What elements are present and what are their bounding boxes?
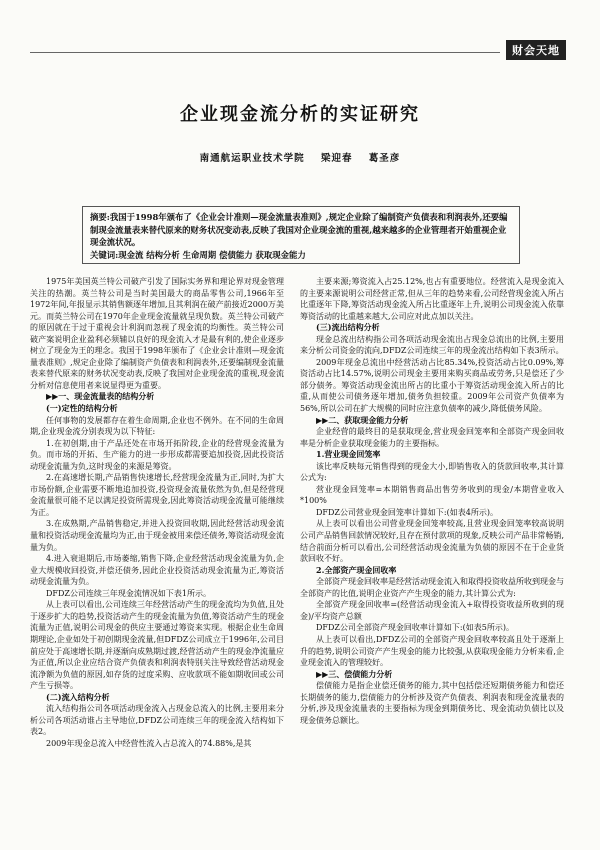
- paragraph: DFDZ公司连续三年现金流情况如下表1所示。: [46, 588, 212, 598]
- paragraph: 全部资产现金回收率是经营活动现金流入和取得投资收益所收到现金与全部资产的比值,说明企业资产产生现金的能力,其计算公式为:: [300, 577, 564, 598]
- left-column: [30, 276, 284, 749]
- paragraph: 4.进入衰退期后,市场萎缩,销售下降,企业经营活动现金流量为负,企业大规模收回投资,并偿还债务,因此企业投资活动现金流量为正,筹资活动现金流量为负。: [30, 554, 284, 587]
- article-title: 企业现金流分析的实证研究: [180, 104, 420, 125]
- paragraph: 从上表可以看出公司营业现金回笼率较高,且营业现金回笼率较高说明公司产品销售回款情况较好,且存在预付款项的现象,反映公司产品非常畅销,结合前面分析可以看出,公司经营活动现金流量为负债的原因不在于企业货款回收不好。: [300, 519, 564, 564]
- subsection-heading: (三)流出结构分析: [316, 322, 380, 333]
- subsection-heading: (一)定性的结构分析: [46, 403, 118, 414]
- subsection-heading: 1.营业现金回笼率: [316, 449, 381, 460]
- section-heading: ▶▶三、偿债能力分析: [316, 668, 393, 679]
- right-column: [300, 276, 564, 726]
- paragraph: 2009年现金总流入中经营性流入占总流入的74.88%,是其: [46, 738, 252, 748]
- paragraph: DFDZ公司全部资产现金回收率计算如下:(如表5所示)。: [316, 623, 514, 633]
- paragraph: 从上表可以看出,公司连续三年经营活动产生的现金流均为负值,且处于逐步扩大的趋势,投资活动产生的现金流量为负值,筹资活动产生的现金流量为正值,说明公司现金的供应主要通过筹资来实现。根据企业生命周期理论,企业如处于初创期现金流量,但DFDZ公司成立于1996年,公司目前应处于高速增长期,并逐渐向成熟期过渡,经营活动产生的现金净流量应为正值,所以企业应结合资产负债表和利润表特别关注导致经营活动现金流净额为负值的原因,如存货的过度采购、应收款项不能如期收回或公司产生亏损等。: [30, 600, 284, 691]
- paragraph: 偿债能力是指企业偿还债务的能力,其中包括偿还短期债务能力和偿还长期债务的能力,偿债能力的分析涉及资产负债表、利润表和现金流量表的分析,涉及现金流量表的主要指标为现金到期债务比、现金流动负债比以及现金债务总额比。: [300, 681, 564, 725]
- paragraph: 1975年美国英兰特公司破产引发了国际实务界和理论界对现金管理关注的热潮。英兰特公司是当时美国最大的商品零售公司,1966年至1972年间,年报显示其销售额逐年增加,且其利润在破产前接近2000万美元。而英兰特公司在1970年企业现金流量就呈现负数。英兰特公司破产的原因就在于过于重视会计利润而忽视了现金流的均衡性。英兰特公司破产案说明企业盈利必须辅以良好的现金流入才是最有利的,使企业逐步树立了现金为王的理念。我国于1998年颁布了《企业会计准则—现金流量表准则》,规定企业除了编制资产负债表和利润表外,还要编制现金流量表来替代原来的财务状况变动表,反映了我国对企业现金流的重视,现金流分析对信息使用者来说显得更为重要。: [30, 277, 284, 390]
- paragraph: 企业经营的最终目的是获取现金,营业现金回笼率和全部资产现金回收率是分析企业获取现金能力的主要指标。: [300, 427, 564, 448]
- paragraph: 流入结构指公司各项活动现金流入占现金总流入的比例,主要用来分析公司各项活动谁占主导地位,DFDZ公司连续三年的现金流入结构如下表2。: [30, 704, 284, 737]
- paragraph: 现金总流出结构指公司各项活动现金流出占现金总流出的比例,主要用来分析公司资金的流向,DFDZ公司连续三年的现金流出结构如下表3所示。: [300, 334, 564, 356]
- paragraph: 任何事物的发展都存在着生命周期,企业也不例外。在不同的生命周期,企业现金流分别表现为以下特征:: [30, 415, 284, 437]
- byline: [0, 150, 600, 164]
- column-tag: 财会天地: [506, 40, 566, 60]
- paragraph: 2009年现金总流出中经营活动占比85.34%,投资活动占比0.09%,筹资活动占比14.57%,说明公司现金主要用来购买商品或劳务,只是偿还了少部分债务。筹资活动现金流出所占的比重小于筹资活动现金流入所占的比重,从而使公司债务逐年增加,债务负担较重。2009年公司资产负债率为56%,所以公司在扩大规模的同时应注意负债率的减少,降低债务风险。: [300, 357, 564, 414]
- header-rule: [30, 52, 500, 53]
- formula: 营业现金回笼率=本期销售商品出售劳务收到的现金/本期营业收入*100%: [300, 484, 564, 506]
- keywords: 关键词:现金流 结构分析 生命周期 偿债能力 获取现金能力: [90, 249, 306, 260]
- paragraph: 3.在成熟期,产品销售稳定,并进入投资回收期,因此经营活动现金流量和投资活动现金流量均为正,由于现金被用来偿还债务,筹资活动现金流量为负。: [30, 519, 284, 552]
- paragraph: 2.在高速增长期,产品销售快速增长,经营现金流量为正,同时,为扩大市场份额,企业需要不断地追加投资,投资现金流量依然为负,但是经营现金流量很可能不足以满足投资所需现金,因此筹资活动现金流量可能继续为正。: [30, 473, 284, 517]
- formula: 全部资产现金回收率=(经营活动现金流入+取得投资收益所收到的现金)/平均资产总额: [300, 600, 564, 621]
- paragraph: 从上表可以看出,DFDZ公司的全部资产现金回收率较高且处于逐渐上升的趋势,说明公司资产产生现金的能力比较强,从获取现金能力分析来看,企业现金流入的管理较好。: [300, 634, 564, 668]
- abstract-text: 摘要:我国于1998年颁布了《企业会计准则—现金流量表准则》,规定企业除了编制资产负债表和利润表外,还要编制现金流量表来替代原来的财务状况变动表,反映了我国对企业现金流的重视,越来越多的企业管理者开始重视企业现金流状况。: [90, 212, 508, 247]
- section-heading: ▶▶二、获取现金能力分析: [316, 414, 409, 425]
- abstract-box: [82, 206, 520, 264]
- section-heading: ▶▶一、现金流量表的结构分析: [46, 391, 155, 402]
- paragraph: 该比率反映每元销售得到的现金大小,即销售收入的货款回收率,其计算公式为:: [300, 461, 564, 483]
- subsection-heading: (二)流入结构分析: [46, 691, 110, 702]
- author-affiliation: 南通航运职业技术学院: [199, 153, 305, 164]
- paragraph: 1.在初创期,由于产品还处在市场开拓阶段,企业的经营现金流量为负。而市场的开拓、生产能力的进一步形成都需要追加投资,因此投资活动现金流量为负,这时现金的来源是筹资。: [30, 438, 284, 471]
- paragraph: 主要来源;筹资流入占25.12%,也占有重要地位。经营流入是现金流入的主要来源说明公司经营正常,但从三年的趋势来看,公司经营现金流入所占比重逐年下降,筹资活动现金流入所占比重逐年上升,说明公司现金流入依靠筹资活动的比重越来越大,公司应对此点加以关注。: [300, 277, 564, 321]
- author-names: 梁迎春 葛圣彦: [321, 153, 401, 164]
- subsection-heading: 2.全部资产现金回收率: [316, 564, 397, 575]
- paragraph: DFDZ公司营业现金回笼率计算如下:(如表4所示)。: [316, 507, 498, 517]
